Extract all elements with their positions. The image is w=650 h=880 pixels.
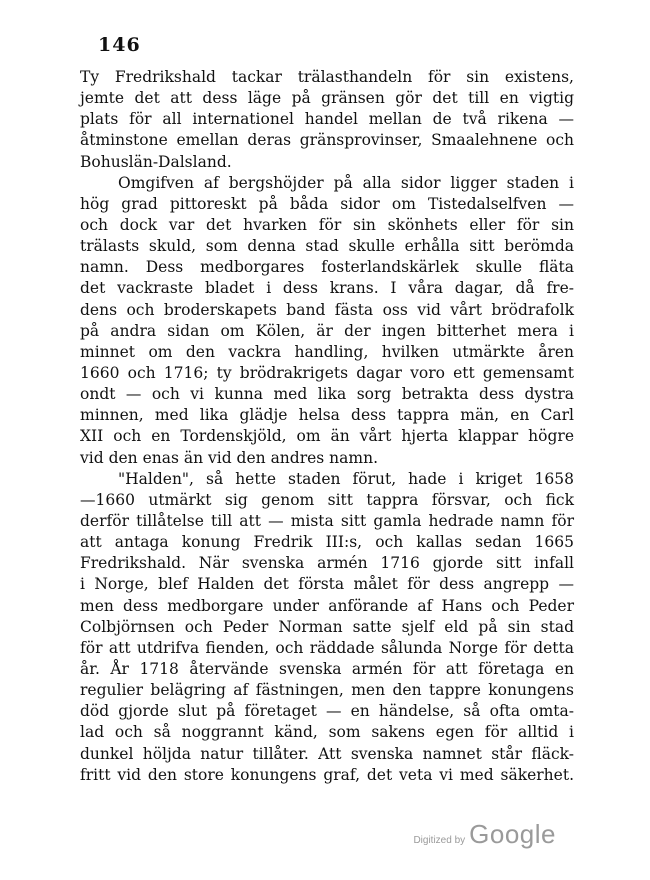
text-line: minnet om den vackra handling, hvilken utmärkte åren [80, 342, 574, 361]
text-line: XII och en Tordenskjöld, om än vårt hjerta klappar högre [80, 427, 574, 446]
watermark-prefix: Digitized by [413, 835, 466, 846]
text-line: Omgifven af bergshöjder på alla sidor ligger staden i [118, 173, 574, 192]
text-line: åtminstone emellan deras gränsprovinser, Smaalehnene och [80, 131, 574, 150]
text-line: hög grad pittoreskt på båda sidor om Tistedalselfven — [80, 194, 574, 213]
text-line: dunkel höljda natur tillåter. Att svenska namnet står fläck- [80, 744, 574, 763]
text-line: minnen, med lika glädje helsa dess tappra män, en Carl [80, 406, 574, 425]
text-line: det vackraste bladet i dess krans. I våra dagar, då fre- [80, 279, 574, 298]
text-line: regulier belägring af fästningen, men den tappre konungens [80, 681, 574, 700]
google-logo: Google [469, 819, 556, 849]
text-line: jemte det att dess läge på gränsen gör det till en vigtig [80, 89, 574, 108]
text-line: plats för all internationel handel mellan de två rikena — [80, 110, 574, 129]
text-line: år. År 1718 återvände svenska armén för att företaga en [80, 659, 574, 678]
text-line: i Norge, blef Halden det första målet för dess angrepp — [80, 575, 574, 594]
digitized-by-watermark [413, 819, 556, 850]
text-line: fritt vid den store konungens graf, det veta vi med säkerhet. [80, 765, 574, 784]
text-line: —1660 utmärkt sig genom sitt tappra försvar, och fick [80, 490, 574, 509]
text-line: 1660 och 1716; ty brödrakrigets dagar voro ett gemensamt [80, 363, 574, 382]
text-line: på andra sidan om Kölen, är der ingen bitterhet mera i [80, 321, 574, 340]
text-line: namn. Dess medborgares fosterlandskärlek skulle fläta [80, 258, 574, 277]
text-line: Ty Fredrikshald tackar trälasthandeln för sin existens, [80, 68, 574, 86]
text-line: "Halden", så hette staden förut, hade i kriget 1658 [118, 469, 574, 488]
text-line: för att utdrifva fienden, och räddade sålunda Norge för detta [80, 638, 574, 657]
text-line: att antaga konung Fredrik III:s, och kallas sedan 1665 [80, 533, 574, 552]
text-line: Bohuslän-Dalsland. [80, 152, 232, 171]
text-line: ondt — och vi kunna med lika sorg betrakta dess dystra [80, 385, 574, 404]
text-line: och dock var det hvarken för sin skönhets eller för sin [80, 215, 574, 234]
text-line: vid den enas än vid den andres namn. [80, 448, 379, 467]
text-line: dens och broderskapets band fästa oss vid vårt brödrafolk [80, 300, 574, 319]
page-number: 146 [98, 34, 141, 56]
text-line: trälasts skuld, som denna stad skulle erhålla sitt berömda [80, 237, 574, 256]
body-text [80, 68, 574, 787]
text-line: död gjorde slut på företaget — en händelse, så ofta omta- [80, 702, 574, 721]
text-line: Colbjörnsen och Peder Norman satte sjelf eld på sin stad [80, 617, 574, 636]
text-line: Fredrikshald. När svenska armén 1716 gjorde sitt infall [80, 554, 574, 573]
text-line: derför tillåtelse till att — mista sitt gamla hedrade namn för [80, 511, 574, 530]
text-line: men dess medborgare under anförande af Hans och Peder [80, 596, 574, 615]
text-line: lad och så noggrannt känd, som sakens egen för alltid i [80, 723, 574, 742]
